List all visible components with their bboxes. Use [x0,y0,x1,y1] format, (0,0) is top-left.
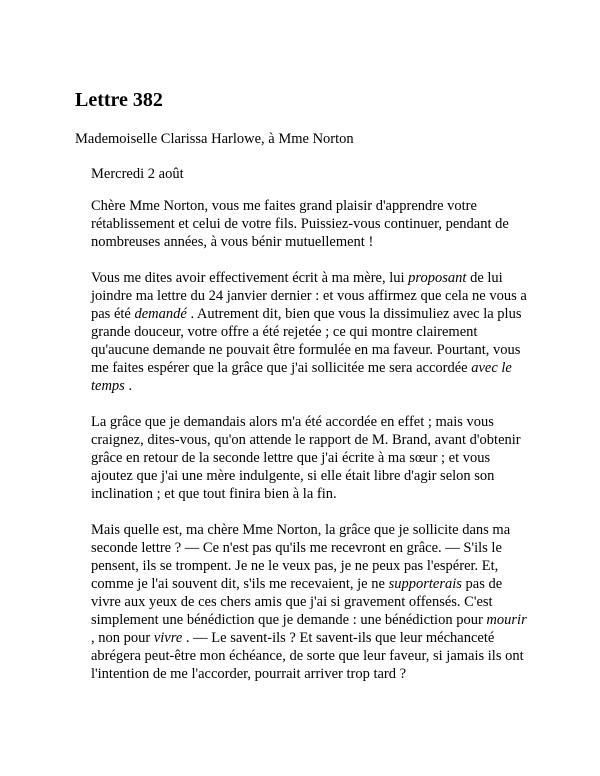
emphasis: demandé [134,306,187,322]
paragraph-4 [91,521,531,683]
emphasis: avec le temps [91,360,512,394]
text-run: . Autrement dit, bien que vous la dissimuliez avec la plus grande douceur, votre offre a été rejetée ; ce qui montre clairement qu'aucune demande ne pouvait être formulée en ma faveur. Pourtant, vous me faites espérer que la grâce que j'ai sollicitée me sera accordée [91,306,522,376]
emphasis: vivre [153,630,183,646]
text-run: pas de vivre aux yeux de ces chers amis que j'ai si gravement offensés. C'est simplement une bénédiction que je demande : une bénédiction pour [91,576,503,628]
paragraph-3: La grâce que je demandais alors m'a été accordée en effet ; mais vous craignez, dites-vous, qu'on attende le rapport de M. Brand, avant d'obtenir grâce en retour de la seconde lettre que j'ai écrite à ma sœur ; et vous ajoutez que j'ai une mère indulgente, si elle était libre d'agir selon son inclination ; et que tout finira bien à la fin. [91,414,521,502]
paragraph-2 [91,269,531,395]
text-run: . [124,378,133,394]
emphasis: supporterais [388,576,462,592]
letter-title: Lettre 382 [75,89,163,111]
text-run: de lui joindre ma lettre du 24 janvier dernier : et vous affirmez que cela ne vous a pas été [91,270,527,322]
text-run: Vous me dites avoir effectivement écrit à ma mère, lui [91,270,409,286]
text-run: . — Le savent-ils ? Et savent-ils que leur méchanceté abrégera peut-être mon échéance, de sorte que leur faveur, si jamais ils ont l'intention de me l'accorder, pourrait arriver trop tard ? [91,630,524,682]
paragraph-1: Chère Mme Norton, vous me faites grand plaisir d'apprendre votre rétablissement et celui de votre fils. Puissiez-vous continuer, pendant de nombreuses années, à vous bénir mutuellement ! [91,198,509,250]
emphasis: mourir [486,612,527,628]
text-run: Mais quelle est, ma chère Mme Norton, la grâce que je sollicite dans ma seconde lettre ? — Ce n'est pas qu'ils me recevront en grâce. — S'ils le pensent, ils se trompent. Je ne le veux pas, je ne peux pas l'espérer. Et, comme je l'ai souvent dit, s'ils me recevaient, je ne [91,522,511,592]
text-run: , non pour [91,630,154,646]
emphasis: proposant [408,270,467,286]
letter-subtitle: Mademoiselle Clarissa Harlowe, à Mme Norton [75,131,354,147]
letter-date: Mercredi 2 août [91,166,184,182]
letter-body [91,165,531,701]
